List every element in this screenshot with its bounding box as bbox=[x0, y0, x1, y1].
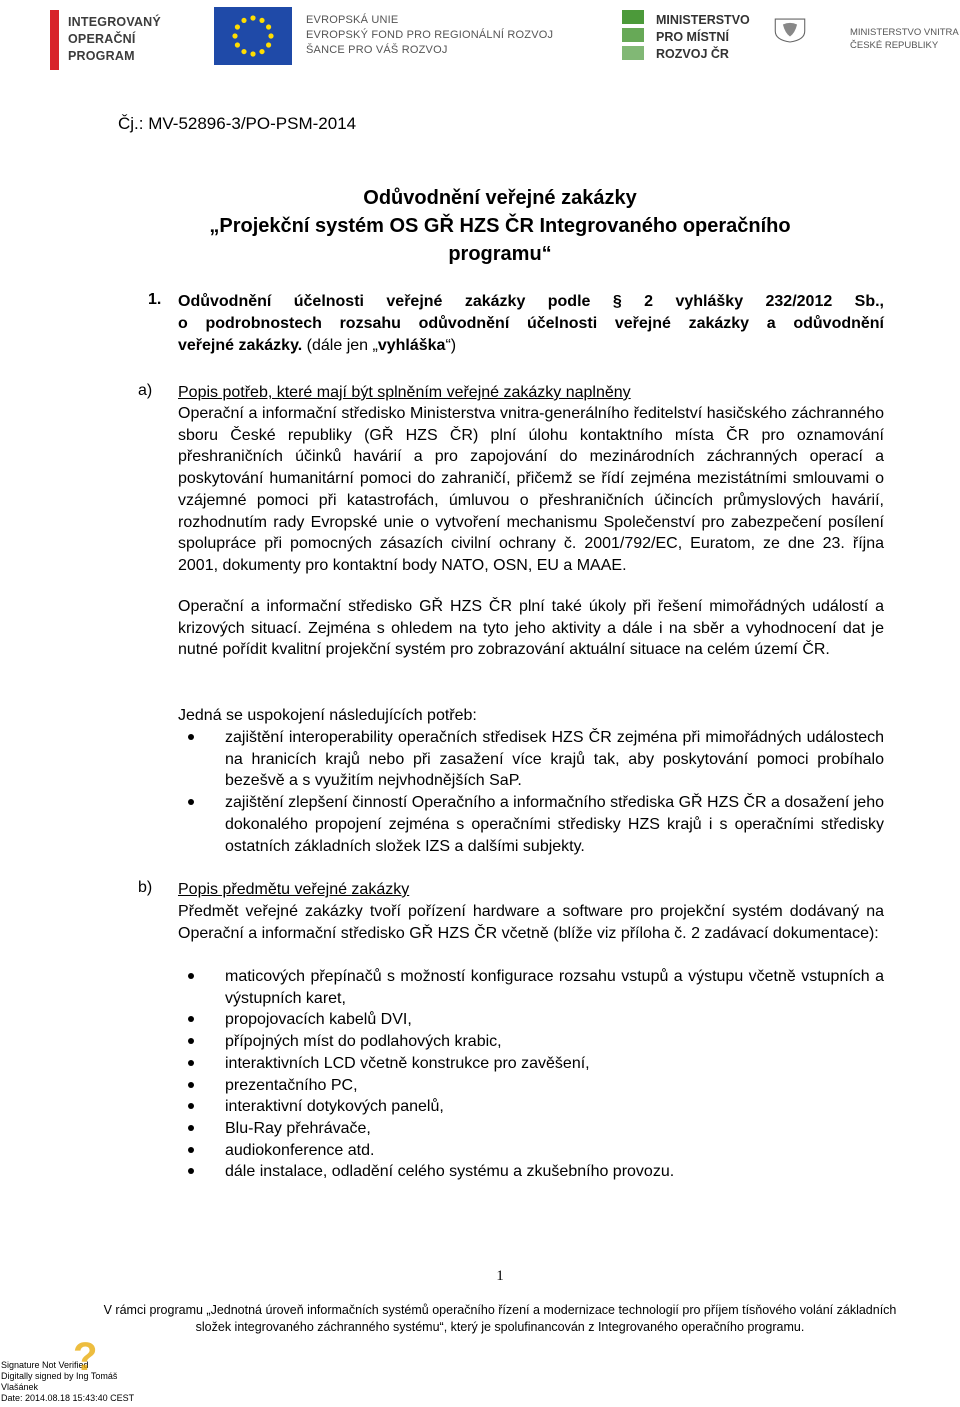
eu-flag-icon bbox=[214, 7, 292, 65]
list-item: maticových přepínačů s možností konfigurace rozsahu vstupů a výstupu včetně vstupních a výstupních karet, bbox=[178, 966, 884, 1009]
list-item: zajištění interoperability operačních středisek HZS ČR zejména při mimořádných událostech na hranicích krajů nebo při zasažení více krajů tak, aby poskytování pomoci probíhalo bezešvě a s využitím nejvhodnějších SaP. bbox=[178, 727, 884, 792]
section-1-heading-line-3: veřejné zakázky. (dále jen „vyhláška“) bbox=[178, 337, 457, 354]
digital-signature-stamp: ? Signature Not Verified Digitally signed by Ing Tomáš Vlašánek Date: 2014.08.18 15:43:40 CEST bbox=[1, 1335, 135, 1403]
list-item: propojovacích kabelů DVI, bbox=[178, 1009, 884, 1031]
page-number: 1 bbox=[496, 1268, 504, 1284]
mv-logo-text: MINISTERSTVO VNITRA ČESKÉ REPUBLIKY bbox=[850, 27, 959, 51]
bullet-icon bbox=[188, 734, 194, 740]
part-a-needs-list bbox=[178, 727, 884, 857]
eu-star-icon bbox=[235, 42, 240, 47]
bullet-icon bbox=[188, 1125, 194, 1131]
eu-star-icon bbox=[268, 33, 273, 38]
mmr-logo bbox=[620, 8, 755, 70]
eu-logo-text: EVROPSKÁ UNIE EVROPSKÝ FOND PRO REGIONÁLNÍ ROZVOJ ŠANCE PRO VÁŠ ROZVOJ bbox=[306, 14, 554, 56]
part-a-paragraph-1: Operační a informační středisko Ministerstva vnitra-generálního ředitelství hasičského záchranného sboru České republiky (GŘ HZS ČR) plní úlohu kontaktního místa ČR pro oznamování přeshraničních účinků havárií a pro zapojování do mezinárodních záchranných operací a poskytování humanitární pomoci do zahraničí, přičemž se řídí zejména mezistátními smlouvami o vzájemné pomoci při katastrofách, úmluvou o přeshraničních účincích průmyslových havárií, rozhodnutím rady Evropské unie o vytvoření mechanismu Společenství pro zabezpečení posílení spolupráce při pomocných zásazích civilní ochrany č. 2001/792/EC, Euratom, ze dne 23. října 2001, dokumenty pro kontaktní body NATO, OSN, EU a MAAE. bbox=[178, 405, 884, 574]
eu-star-icon bbox=[266, 24, 271, 29]
document-title-line-3: programu“ bbox=[448, 243, 552, 265]
part-a-heading: Popis potřeb, které mají být splněním veřejné zakázky naplněny bbox=[178, 384, 631, 401]
eu-star-icon bbox=[250, 15, 255, 20]
bullet-icon bbox=[188, 1038, 194, 1044]
eu-star-icon bbox=[235, 24, 240, 29]
eu-star-icon bbox=[241, 18, 246, 23]
bullet-icon bbox=[188, 1103, 194, 1109]
part-b-paragraph: Předmět veřejné zakázky tvoří pořízení hardware a software pro projekční systém dodávaný na Operační a informační středisko GŘ HZS ČR včetně (blíže viz příloha č. 2 zadávací dokumentace): bbox=[178, 903, 884, 942]
eu-star-icon bbox=[241, 49, 246, 54]
part-b-heading: Popis předmětu veřejné zakázky bbox=[178, 881, 410, 898]
signature-question-icon: ? bbox=[73, 1335, 98, 1379]
bullet-icon bbox=[188, 799, 194, 805]
list-item: audiokonference atd. bbox=[178, 1140, 884, 1162]
eu-star-icon bbox=[250, 51, 255, 56]
logo-header bbox=[0, 0, 960, 80]
list-item: prezentačního PC, bbox=[178, 1075, 884, 1097]
eu-star-icon bbox=[266, 42, 271, 47]
page-footer: V rámci programu „Jednotná úroveň informačních systémů operačního řízení a modernizace technologií pro příjem tísňového volání základních složek integrovaného záchranného systému“, který je spolufinancován z Integrovaného operačního programu. bbox=[103, 1303, 897, 1334]
eu-star-icon bbox=[259, 18, 264, 23]
mv-logo bbox=[772, 10, 960, 65]
eu-star-icon bbox=[259, 49, 264, 54]
document-title-line-1: Odůvodnění veřejné zakázky bbox=[363, 187, 637, 209]
lion-emblem-icon bbox=[772, 10, 808, 50]
iop-logo bbox=[50, 10, 195, 70]
eu-star-icon bbox=[232, 33, 237, 38]
list-item: dále instalace, odladění celého systému a zkušebního provozu. bbox=[178, 1161, 884, 1183]
bullet-icon bbox=[188, 1147, 194, 1153]
bullet-icon bbox=[188, 1168, 194, 1174]
list-item: interaktivních LCD včetně konstrukce pro zavěšení, bbox=[178, 1053, 884, 1075]
mmr-logo-text: MINISTERSTVO PRO MÍSTNÍ ROZVOJ ČR bbox=[656, 13, 750, 61]
section-1-heading-line-1: Odůvodnění účelnosti veřejné zakázky podle § 2 vyhlášky 232/2012 Sb., bbox=[178, 293, 884, 310]
list-item: přípojných míst do podlahových krabic, bbox=[178, 1031, 884, 1053]
list-item: zajištění zlepšení činností Operačního a informačního střediska GŘ HZS ČR a dosažení jeho dokonalého propojení zejména s operačními středisky HZS krajů i s operačními středisky ostatních základních složek IZS a dalšími subjekty. bbox=[178, 792, 884, 857]
section-1-number: 1. bbox=[148, 291, 162, 308]
iop-logo-bar bbox=[50, 10, 59, 70]
part-b-label: b) bbox=[138, 879, 153, 896]
bullet-icon bbox=[188, 1016, 194, 1022]
part-a-label: a) bbox=[138, 382, 153, 399]
list-item: Blu-Ray přehrávače, bbox=[178, 1118, 884, 1140]
bullet-icon bbox=[188, 973, 194, 979]
document-title-line-2: „Projekční systém OS GŘ HZS ČR Integrovaného operačního bbox=[209, 215, 791, 237]
list-item: interaktivní dotykových panelů, bbox=[178, 1096, 884, 1118]
mmr-mark-icon bbox=[620, 8, 650, 64]
eu-logo bbox=[214, 7, 554, 73]
bullet-icon bbox=[188, 1082, 194, 1088]
reference-number: Čj.: MV-52896-3/PO-PSM-2014 bbox=[118, 114, 357, 133]
bullet-icon bbox=[188, 1060, 194, 1066]
part-b-items-list bbox=[178, 966, 884, 1183]
section-1-heading-line-2: o podrobnostech rozsahu odůvodnění účelnosti veřejné zakázky a odůvodnění bbox=[178, 315, 884, 332]
part-a-paragraph-2: Operační a informační středisko GŘ HZS ČR plní také úkoly při řešení mimořádných událostí a krizových situací. Zejména s ohledem na tyto jeho aktivity a dále i na sběr a vyhodnocení dat je nutné pořídit kvalitní projekční systém pro zobrazování aktuální situace na celém území ČR. bbox=[178, 598, 884, 659]
part-a-intro: Jedná se uspokojení následujících potřeb: bbox=[178, 707, 477, 724]
iop-logo-text: INTEGROVANÝ OPERAČNÍ PROGRAM bbox=[68, 15, 161, 63]
